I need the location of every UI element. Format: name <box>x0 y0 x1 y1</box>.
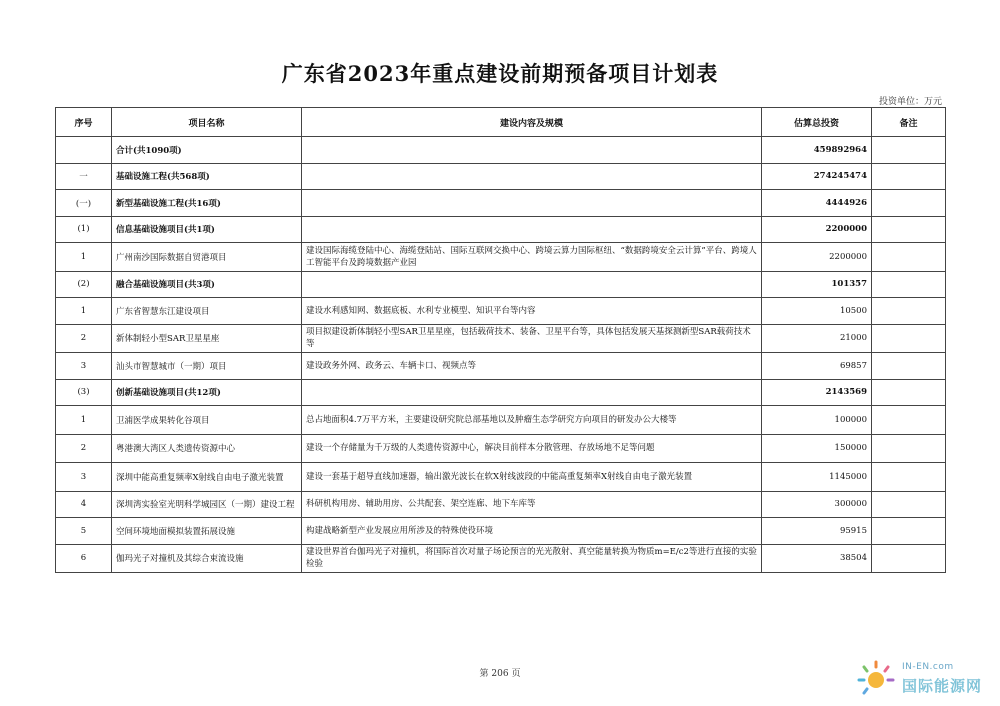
cell-content <box>302 271 762 298</box>
cell-invest: 300000 <box>762 491 872 518</box>
cell-content: 建设世界首台伽玛光子对撞机，将国际首次对量子场论预言的光光散射、真空能量转换为物质m=E/c2等进行直接的实验检验 <box>302 544 762 573</box>
table-row <box>56 298 946 325</box>
table-row <box>56 406 946 435</box>
cell-content <box>302 216 762 243</box>
cell-content <box>302 137 762 164</box>
cell-no: 5 <box>56 518 112 545</box>
table-row <box>56 463 946 492</box>
cell-content: 建设一个存储量为千万级的人类遗传资源中心，解决目前样本分散管理、存放场地不足等问题 <box>302 434 762 463</box>
cell-name: 伽玛光子对撞机及其综合束流设施 <box>112 544 302 573</box>
cell-invest: 2143569 <box>762 379 872 406</box>
cell-invest: 101357 <box>762 271 872 298</box>
table-row <box>56 271 946 298</box>
table-row <box>56 190 946 217</box>
cell-name: 基础设施工程(共568项) <box>112 163 302 190</box>
cell-no: 4 <box>56 491 112 518</box>
project-table <box>55 107 946 573</box>
cell-no: (2) <box>56 271 112 298</box>
cell-content <box>302 190 762 217</box>
header-name: 项目名称 <box>112 108 302 137</box>
cell-name: 卫浦医学成果转化谷项目 <box>112 406 302 435</box>
cell-no: 1 <box>56 406 112 435</box>
cell-no: 3 <box>56 353 112 380</box>
cell-name: 汕头市智慧城市（一期）项目 <box>112 353 302 380</box>
header-note: 备注 <box>872 108 946 137</box>
table-row <box>56 434 946 463</box>
table-row <box>56 544 946 573</box>
cell-name: 空间环境地面模拟装置拓展设施 <box>112 518 302 545</box>
cell-no: 6 <box>56 544 112 573</box>
cell-content: 构建战略新型产业发展应用所涉及的特殊使役环境 <box>302 518 762 545</box>
table-row <box>56 379 946 406</box>
table-row <box>56 491 946 518</box>
header-no: 序号 <box>56 108 112 137</box>
cell-invest: 1145000 <box>762 463 872 492</box>
cell-name: 广州南沙国际数据自贸港项目 <box>112 243 302 272</box>
cell-content: 建设政务外网、政务云、车辆卡口、视频点等 <box>302 353 762 380</box>
cell-invest: 100000 <box>762 406 872 435</box>
cell-note <box>872 544 946 573</box>
cell-no: (3) <box>56 379 112 406</box>
page-number: 第 206 页 <box>479 669 521 679</box>
cell-no: 2 <box>56 324 112 353</box>
cell-invest: 21000 <box>762 324 872 353</box>
table-header-row <box>56 108 946 137</box>
cell-content <box>302 163 762 190</box>
cell-note <box>872 271 946 298</box>
cell-no: 2 <box>56 434 112 463</box>
cell-invest: 2200000 <box>762 216 872 243</box>
header-content: 建设内容及规模 <box>302 108 762 137</box>
cell-invest: 95915 <box>762 518 872 545</box>
cell-note <box>872 463 946 492</box>
cell-content: 建设一套基于超导直线加速器，输出激光波长在软X射线波段的中能高重复频率X射线自由电子激光装置 <box>302 463 762 492</box>
cell-invest: 274245474 <box>762 163 872 190</box>
cell-content: 建设国际海缆登陆中心、海缆登陆站、国际互联网交换中心、跨境云算力国际枢纽、“数据跨境安全云计算”平台、跨境人工智能平台及跨境数据产业园 <box>302 243 762 272</box>
table-row <box>56 163 946 190</box>
cell-name: 深圳中能高重复频率X射线自由电子激光装置 <box>112 463 302 492</box>
cell-name: 信息基础设施项目(共1项) <box>112 216 302 243</box>
cell-note <box>872 353 946 380</box>
watermark-cn: 国际能源网 <box>902 677 983 695</box>
table-row <box>56 216 946 243</box>
cell-name: 新型基础设施工程(共16项) <box>112 190 302 217</box>
cell-note <box>872 298 946 325</box>
cell-note <box>872 379 946 406</box>
cell-name: 新体制轻小型SAR卫星星座 <box>112 324 302 353</box>
header-invest: 估算总投资 <box>762 108 872 137</box>
watermark-en: IN-EN.com <box>902 662 954 672</box>
page-title: 广东省2023年重点建设前期预备项目计划表 <box>281 61 719 86</box>
investment-unit-label: 投资单位：万元 <box>878 97 942 107</box>
cell-note <box>872 190 946 217</box>
cell-no: (1) <box>56 216 112 243</box>
cell-content: 建设水利感知网、数据底板、水利专业模型、知识平台等内容 <box>302 298 762 325</box>
cell-content <box>302 379 762 406</box>
table-row <box>56 518 946 545</box>
cell-note <box>872 491 946 518</box>
cell-invest: 150000 <box>762 434 872 463</box>
cell-invest: 459892964 <box>762 137 872 164</box>
cell-no <box>56 137 112 164</box>
cell-content: 总占地面积4.7万平方米，主要建设研究院总部基地以及肿瘤生态学研究方向项目的研发办公大楼等 <box>302 406 762 435</box>
cell-no: 1 <box>56 298 112 325</box>
cell-content: 科研机构用房、辅助用房、公共配套、架空连廊、地下车库等 <box>302 491 762 518</box>
table-row <box>56 137 946 164</box>
cell-note <box>872 406 946 435</box>
cell-note <box>872 243 946 272</box>
cell-note <box>872 163 946 190</box>
cell-name: 合计(共1090项) <box>112 137 302 164</box>
table-row <box>56 243 946 272</box>
cell-note <box>872 434 946 463</box>
cell-invest: 2200000 <box>762 243 872 272</box>
cell-name: 创新基础设施项目(共12项) <box>112 379 302 406</box>
cell-name: 粤港澳大湾区人类遗传资源中心 <box>112 434 302 463</box>
cell-invest: 69857 <box>762 353 872 380</box>
table-row <box>56 324 946 353</box>
cell-invest: 4444926 <box>762 190 872 217</box>
cell-no: (一) <box>56 190 112 217</box>
cell-note <box>872 518 946 545</box>
cell-invest: 10500 <box>762 298 872 325</box>
cell-invest: 38504 <box>762 544 872 573</box>
watermark-logo <box>852 658 997 700</box>
cell-name: 广东省智慧东江建设项目 <box>112 298 302 325</box>
cell-name: 融合基础设施项目(共3项) <box>112 271 302 298</box>
table-body <box>56 137 946 573</box>
cell-name: 深圳湾实验室光明科学城园区（一期）建设工程 <box>112 491 302 518</box>
cell-note <box>872 324 946 353</box>
table-row <box>56 353 946 380</box>
cell-content: 项目拟建设新体制轻小型SAR卫星星座，包括载荷技术、装备、卫星平台等，具体包括发展天基探测新型SAR载荷技术等 <box>302 324 762 353</box>
cell-note <box>872 216 946 243</box>
cell-no: 3 <box>56 463 112 492</box>
cell-no: 一 <box>56 163 112 190</box>
sun-logo-icon <box>852 658 898 700</box>
cell-note <box>872 137 946 164</box>
cell-no: 1 <box>56 243 112 272</box>
